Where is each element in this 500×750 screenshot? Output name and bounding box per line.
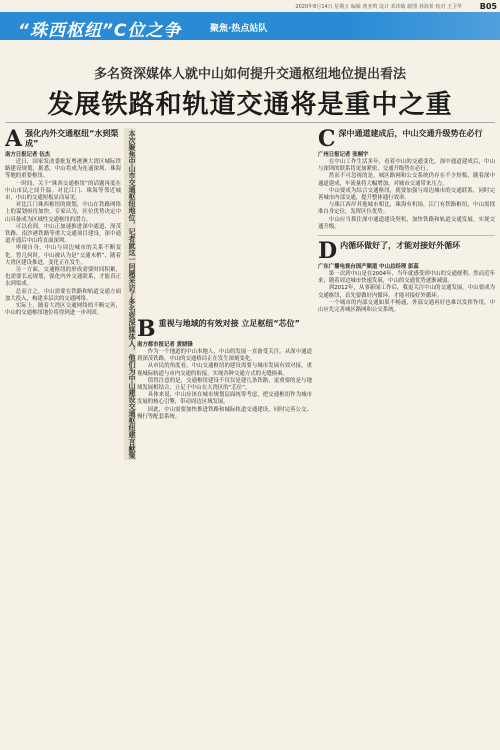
article-headline: 发展铁路和轨道交通将是重中之重 [47, 90, 453, 120]
section-a-heading: 强化内外交通枢纽“水到渠成” [25, 129, 119, 148]
section-a-paragraph: 审视自身，中山与周边城市的关系不断变化。曾几何时，中山被认为是“交通末梢”，随着大湾区建设推进，变化正在发生。 [5, 245, 121, 266]
section-c-paragraph: 在中山工作生活多年，看着中山的交通变化。深中通道建成后，中山与深圳的联系将更加紧密，交通升级势在必行。 [318, 159, 495, 173]
banner-subtitle: 聚焦·热点站队 [210, 24, 268, 34]
section-c-header [318, 128, 495, 150]
section-b-paragraph: 值得注意的是，交通枢纽建设不仅仅是建几条铁路，更重要的是与地域发展相结合，立足于中山在大湾区的“芯位”。 [137, 377, 312, 392]
column-b-spacer [137, 128, 312, 318]
section-a-byline: 南方日报记者 伍杰 [5, 152, 51, 158]
section-b-paragraph: 作为一个地道的中山本地人，中山的发展一直备受关注。从深中通道到深茂铁路，中山的交通格局正在发生深刻变化。 [137, 349, 312, 363]
column-c [318, 128, 495, 742]
section-a-header [5, 128, 121, 150]
section-c-byline: 广州日报记者 张桐宇 [318, 152, 369, 158]
section-d-paragraph: 一个城市的内部交通如果不畅通，外部交通再好也难以发挥作用，中山应先完善城区路网和公交系统。 [318, 299, 495, 314]
section-b-heading: 重视与地域的有效对接 立足枢纽“芯位” [158, 319, 300, 328]
section-a-letter: A [5, 128, 23, 152]
section-c-paragraph: 中山要成为综合交通枢纽，就要加强与周边城市的交通联系，同时完善城市内部交通，提升整体通行效率。 [318, 187, 495, 202]
section-banner [0, 12, 500, 40]
column-a [5, 128, 121, 742]
section-a-paragraph: 对比江门珠西枢纽的规划，中山在铁路网络上的谋划亟待加快。专家认为，区位优势决定中山具备成为区域性交通枢纽的潜力。 [5, 202, 121, 223]
dateline-bar [0, 2, 500, 12]
section-c-paragraph: 中山应当抓住深中通道建设契机，加快铁路和轨道交通发展，实现交通升级。 [318, 216, 495, 230]
section-d-paragraph: 到2012年，从事新闻工作后，我更关注中山的交通发展。中山要成为交通枢纽，首先要做好内循环，才能对接好外循环。 [318, 285, 495, 299]
section-a-paragraph: 一时间，关于“珠西交通枢纽”的话题再度在中山市民之间升温。对比江门、珠海等邻近城市，中山的交通短板显而易见。 [5, 180, 121, 202]
side-band: 本次聚焦中山市交通枢纽地位，记者就这一问题采访了多名资深媒体人，他们为中山建设交通枢纽建言献策 [124, 128, 136, 460]
column-b [137, 128, 312, 742]
section-c-paragraph: 然而不可忽视的是，城区路网和公交系统仍存在不少短板，随着深中通道建成，车流量将大幅增加，对城市交通带来压力。 [318, 173, 495, 187]
dateline-text: 2020年8月14日 星期五 编辑 黄亚鸣 设计 邓玮敏 制图 林海希 校对 王卫华 [295, 4, 462, 10]
banner-decoration [350, 12, 500, 40]
headline-rule [5, 122, 495, 123]
section-b-letter: B [137, 316, 156, 342]
section-c-paragraph: 与珠江西岸其他城市相比，珠海有机场，江门有铁路枢纽，中山需找准自身定位，发挥区位优势。 [318, 202, 495, 216]
section-b-header [137, 318, 312, 340]
section-b-byline: 南方都市报记者 黄晓锋 [137, 342, 193, 348]
section-d-header [318, 238, 495, 265]
section-a-paragraph: 可以看到，中山正加速推进深中通道、深茂铁路、南沙港铁路等重大交通项目建设，深中通道开通后中山将直面深圳。 [5, 223, 121, 245]
article-kicker: 多名资深媒体人就中山如何提升交通枢纽地位提出看法 [93, 67, 406, 82]
section-b-paragraph: 因此，中山需要加快推进铁路和城际轨道交通建设，同时完善公交、慢行等配套系统。 [137, 406, 312, 420]
section-b-paragraph: 具体来说，中山应该在城市规划层面统筹考虑，把交通枢纽作为城市发展的核心引擎，带动周边区域发展。 [137, 392, 312, 406]
page-number: B05 [479, 2, 497, 11]
section-c-heading: 深中通道建成后，中山交通升级势在必行 [338, 129, 483, 138]
section-divider [318, 235, 495, 236]
section-b-paragraph: 从市民的角度看，中山交通枢纽的建设需要与城市发展有效对接，重视城际轨道与市内交通的衔接，实现各种交通方式的无缝换乘。 [137, 363, 312, 377]
section-c-letter: C [318, 128, 336, 152]
section-d-paragraph: 第一次到中山是在2004年，当年就感受到中山的交通便利。然而近年来，随着周边城市快速发展，中山的交通优势逐渐减弱。 [318, 271, 495, 285]
section-d-byline: 广东广播电视台国产频道 中山总经理 彭蕊 [318, 264, 419, 271]
banner-title: “珠西枢纽”C位之争 [18, 21, 182, 40]
section-a-paragraph: 实际上，随着大湾区交通网络的不断完善，中山的交通枢纽地位将得到进一步巩固。 [5, 303, 121, 317]
section-d-heading: 内循环做好了，才能对接好外循环 [340, 241, 461, 251]
section-a-paragraph: 近日，国家发改委批复粤港澳大湾区城际铁路建设规划，据悉，中山将成为连通深圳、珠海等地的重要枢纽。 [5, 159, 121, 180]
section-a-paragraph: 总而言之，中山需要在铁路和轨道交通方面加大投入，构建多层次的交通网络。 [5, 288, 121, 302]
section-d-letter: D [318, 238, 338, 265]
section-a-paragraph: 另一方面，交通枢纽的形成需要时间积累，也需要长远规划，强化内外交通联系，才能真正水到渠成。 [5, 267, 121, 288]
